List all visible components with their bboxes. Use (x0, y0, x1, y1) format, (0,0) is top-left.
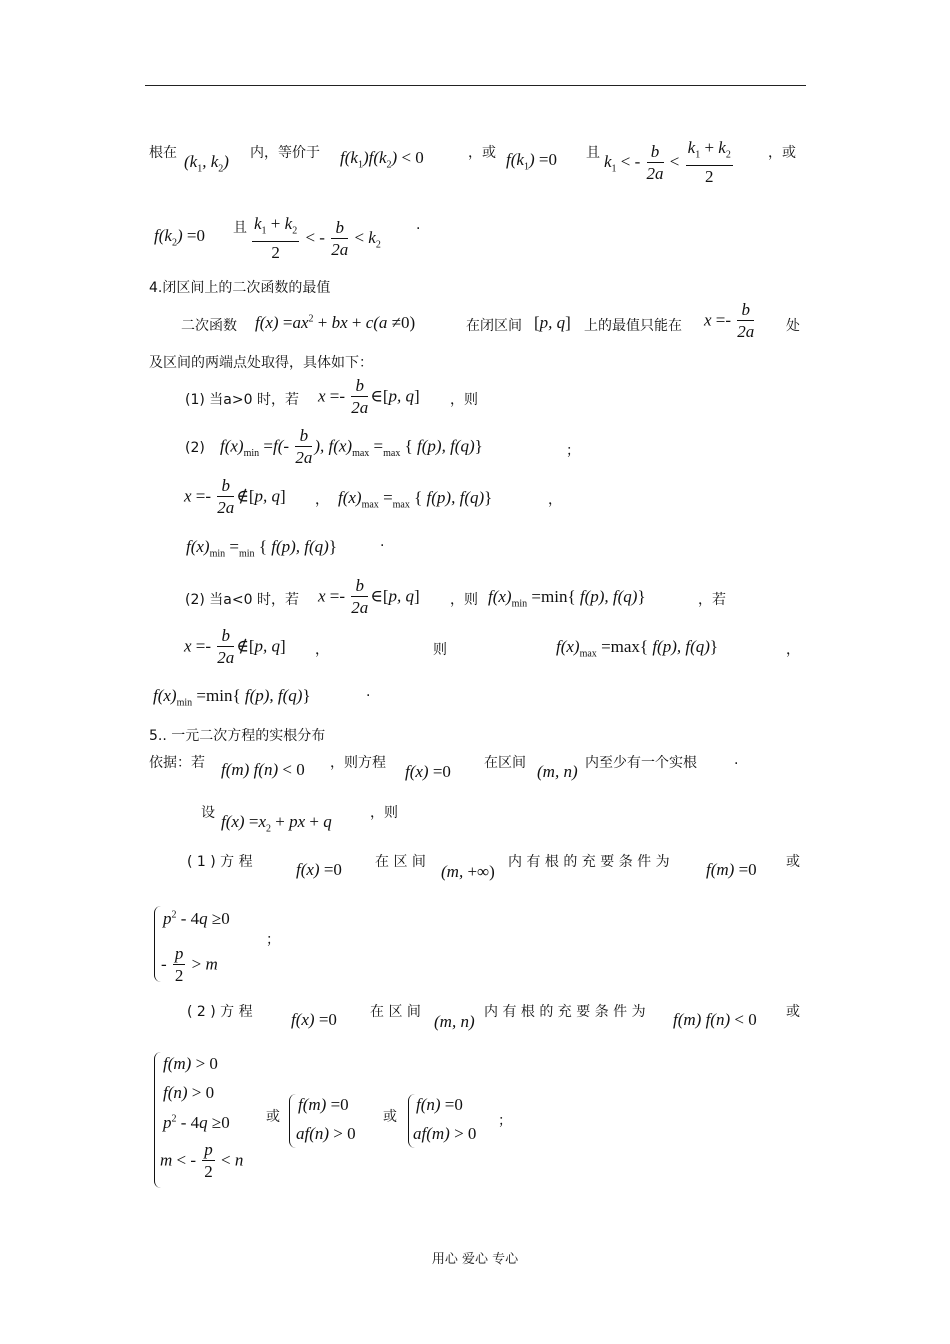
text-max-only: 上的最值只能在 (584, 318, 682, 334)
text-cond1-in: 在 区 间 (375, 854, 426, 870)
formula-min-4: $f(x)_{min} =\min${ f(p), f(q)} (153, 686, 311, 709)
formula-fx-zero-2: f(x) =0 (296, 860, 342, 879)
text-inner-equiv: 内，等价于 (250, 145, 320, 161)
text-at-least: 内至少有一个实根 (585, 755, 697, 771)
formula-vertex-notin-1: x =- $\frac{b}{2a}$ ∉[p, q] (184, 476, 286, 517)
formula-fn-pos: f(n) > 0 (163, 1083, 215, 1102)
formula-afm-pos: af(m) > 0 (413, 1124, 477, 1143)
formula-min-2: $f(x)_{min} =_{min}$ { f(p), f(q)} (186, 537, 337, 560)
text-root-in: 根在 (149, 145, 177, 161)
text-dot-1: · (380, 538, 385, 554)
formula-vertex-in: x =- $\frac{b}{2a}$ ∈[p, q] (318, 376, 420, 417)
formula-mn-1: (m, n) (537, 762, 578, 781)
text-comma-3: ， (315, 642, 329, 658)
formula-fm-fn-neg: f(m) f(n) < 0 (221, 760, 305, 779)
formula-axis-between: m < - $\frac{p}{2}$ < n (160, 1140, 244, 1181)
formula-max-2: $f(x)_{max} =_{max}$ { f(p), f(q)} (338, 488, 493, 511)
header-rule (145, 85, 806, 86)
section-4-title: 4.闭区间上的二次函数的最值 (149, 280, 331, 296)
text-cond1-pre: ( 1 ) 方 程 (187, 854, 253, 870)
text-then-eq: ，则方程 (330, 755, 386, 771)
text-then-3: 则 (433, 642, 447, 658)
text-or-c2: 或 (786, 1004, 800, 1020)
text-then-4: ，则 (370, 805, 398, 821)
formula-max-3: $f(x)_{max} =\max${ f(p), f(q)} (556, 637, 719, 660)
formula-fn-zero: f(n) =0 (416, 1095, 463, 1114)
brace-system-3 (289, 1094, 296, 1148)
formula-product-neg: $f(k_1)f(k_2) < 0$ (340, 148, 424, 171)
formula-fk2-zero: $f(k_2) =0$ (154, 226, 205, 249)
text-case-1a: (1) 当a>0 时，若 (185, 392, 299, 408)
text-comma-1: ， (315, 492, 329, 508)
text-at: 处 (786, 318, 800, 334)
formula-fm-zero-2: f(m) =0 (298, 1095, 349, 1114)
text-case-a-neg: (2) 当a<0 时，若 (185, 592, 299, 608)
formula-vertex-1: x =- $\frac{b}{2a}$ (704, 300, 755, 341)
text-comma-2: ， (548, 492, 562, 508)
formula-cond-1: $k_1$ < - $\frac{b}{2a}$ < $\frac{k_1 + k_2}{2}$ (604, 138, 731, 187)
formula-min-3: $f(x)_{min} =\min${ f(p), f(q)} (488, 587, 646, 610)
text-and-2: 且 (233, 220, 247, 236)
text-or-c1: 或 (786, 854, 800, 870)
formula-fx-def: $f(x) =x_2$ + px + q (221, 812, 332, 835)
formula-pq-1: [p, q] (534, 313, 571, 332)
text-semicolon-1: ； (566, 443, 580, 459)
text-case-2a: (2) (185, 440, 205, 456)
text-then-2: ，则 (450, 592, 478, 608)
text-then-1: ，则 (450, 392, 478, 408)
page-footer: 用心 爱心 专心 (431, 1252, 519, 1267)
text-endpoints: 及区间的两端点处取得，具体如下： (149, 355, 373, 371)
formula-axis-gt-m: - $\frac{p}{2}$ > m (161, 944, 218, 985)
text-comma-4: ， (786, 642, 800, 658)
section-5-title: 5.. 一元二次方程的实根分布 (149, 728, 326, 744)
formula-fm-pos: f(m) > 0 (163, 1054, 218, 1073)
text-in-closed: 在闭区间 (466, 318, 522, 334)
text-period-2: . (734, 752, 739, 768)
formula-afn-pos: af(n) > 0 (296, 1124, 356, 1143)
text-period-1: . (416, 217, 421, 233)
text-or-2: ，或 (768, 145, 796, 161)
formula-fm-fn-neg-2: f(m) f(n) < 0 (673, 1010, 757, 1029)
text-let: 设 (201, 805, 215, 821)
formula-fm-zero-1: f(m) =0 (706, 860, 757, 879)
text-cond1-cond: 内 有 根 的 充 要 条 件 为 (508, 854, 670, 870)
text-if: ，若 (698, 592, 726, 608)
text-in-interval: 在区间 (484, 755, 526, 771)
text-semicolon-c2: ； (498, 1113, 512, 1129)
formula-mn-2: (m, n) (434, 1012, 475, 1031)
text-quad-fn: 二次函数 (181, 318, 237, 334)
text-basis: 依据：若 (149, 755, 205, 771)
formula-disc-2: $p^2 - 4q \ge 0$ (163, 1113, 230, 1132)
formula-disc-1: $p^2 - 4q \ge 0$ (163, 909, 230, 928)
text-cond2-in: 在 区 间 (370, 1004, 421, 1020)
formula-vertex-notin-2: x =- $\frac{b}{2a}$ ∉[p, q] (184, 626, 286, 667)
text-cond2-cond: 内 有 根 的 充 要 条 件 为 (484, 1004, 646, 1020)
formula-quadratic: $f(x) =ax^2$ + bx + c(a ≠0) (255, 313, 416, 332)
text-semicolon-c1: ； (266, 932, 280, 948)
text-or-sys-1: 或 (266, 1109, 280, 1125)
formula-fx-zero-3: f(x) =0 (291, 1010, 337, 1029)
text-dot-2: · (366, 688, 371, 704)
text-or-sys-2: 或 (383, 1109, 397, 1125)
formula-fx-zero-1: f(x) =0 (405, 762, 451, 781)
formula-fk1-zero: $f(k_1) =0$ (506, 150, 557, 173)
text-cond2-pre: ( 2 ) 方 程 (187, 1004, 253, 1020)
formula-interval-k: ($k_1$, $k_2$) (184, 152, 229, 175)
text-and-1: 且 (586, 145, 600, 161)
formula-cond-2: $\frac{k_1 + k_2}{2}$ < - $\frac{b}{2a}$ < $k_2$ (254, 214, 381, 263)
brace-system-1 (154, 906, 161, 982)
text-or-1: ，或 (468, 145, 496, 161)
formula-min-max-1: $f(x)_{min} =f(-$ $\frac{b}{2a}$ ), $f(x)_{max} =_{max}$ { f(p), f(q)} (220, 426, 483, 467)
formula-vertex-in-2: x =- $\frac{b}{2a}$ ∈[p, q] (318, 576, 420, 617)
formula-m-inf: (m, +∞) (441, 862, 495, 881)
